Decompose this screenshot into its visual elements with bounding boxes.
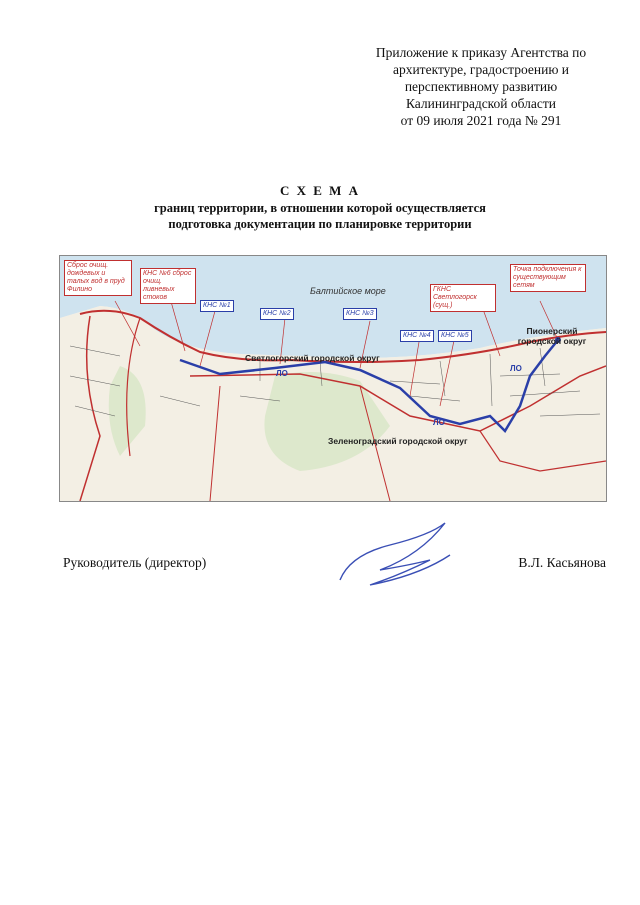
header-line: от 09 июля 2021 года № 291 [400, 113, 562, 128]
subtitle-line: границ территории, в отношении которой осуществляется [154, 201, 486, 215]
handwritten-signature [330, 515, 460, 595]
callout-kns2: КНС №2 [260, 308, 294, 320]
callout-kns6: КНС №6 сброс очищ. ливневых стоков [140, 268, 196, 304]
callout-connection-point: Точка подключения к существующим сетям [510, 264, 586, 292]
signatory-position: Руководитель (директор) [63, 555, 207, 570]
document-subtitle [0, 200, 640, 232]
lo-label: ЛО [276, 369, 288, 378]
callout-kns5: КНС №5 [438, 330, 472, 342]
header-line: перспективному развитию [404, 79, 558, 94]
callout-discharge-filino: Сброс очищ. дождевых и талых вод в пруд Филино [64, 260, 132, 296]
district-zelenogradsk: Зеленоградский городской округ [328, 436, 468, 446]
district-pionersky: Пионерский городской округ [517, 326, 587, 346]
lo-label: ЛО [433, 418, 445, 427]
document-title: С Х Е М А [279, 183, 361, 198]
header-line: Приложение к приказу Агентства по [375, 45, 587, 60]
callout-kns4: КНС №4 [400, 330, 434, 342]
header-line: архитектуре, градостроению и [392, 62, 570, 77]
sea-label: Балтийское море [310, 286, 386, 296]
signatory-name: В.Л. Касьянова [518, 555, 606, 570]
header-line: Калининградской области [405, 96, 557, 111]
subtitle-line: подготовка документации по планировке территории [168, 217, 472, 231]
district-svetlogorsk: Светлогорский городской округ [245, 353, 380, 363]
territory-map [59, 255, 607, 502]
callout-kns3: КНС №3 [343, 308, 377, 320]
callout-gkns: ГКНС Светлогорск (сущ.) [430, 284, 496, 312]
callout-kns1: КНС №1 [200, 300, 234, 312]
lo-label: ЛО [510, 364, 522, 373]
appendix-header [356, 44, 606, 129]
